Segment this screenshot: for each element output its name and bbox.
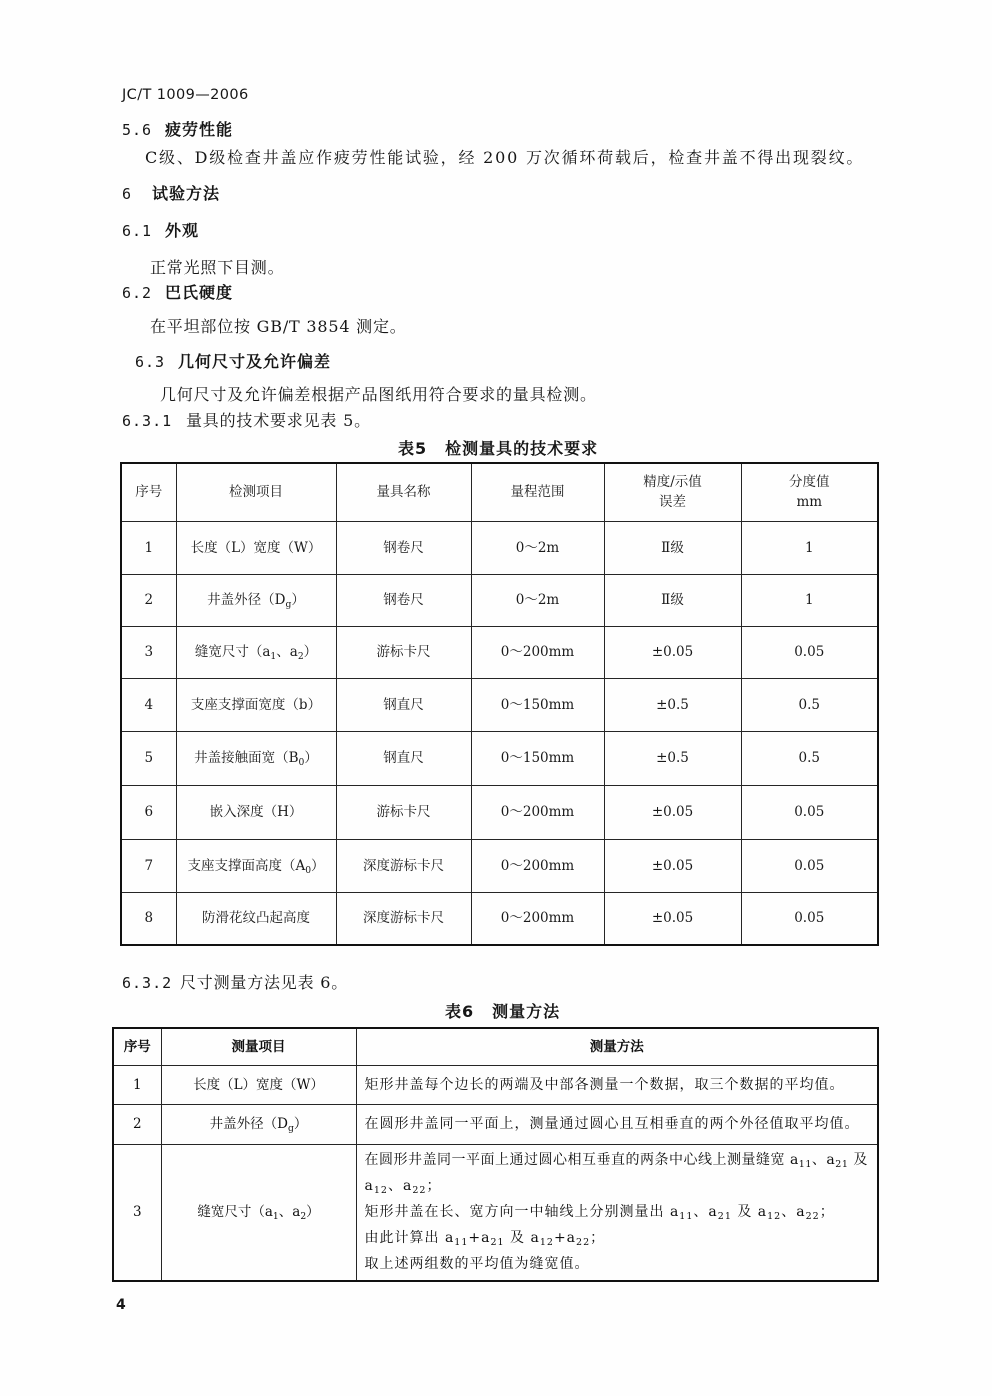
cell-method: 矩形井盖每个边长的两端及中部各测量一个数据，取三个数据的平均值。 xyxy=(356,1065,878,1104)
section-title: 试验方法 xyxy=(152,184,221,203)
method-text: 、a xyxy=(781,1204,806,1221)
header-no: 序号 xyxy=(121,463,176,521)
item-text: ） xyxy=(303,644,318,660)
section-6-3-2-line xyxy=(122,973,348,993)
header-tool: 量具名称 xyxy=(336,463,471,521)
table-row xyxy=(121,892,878,945)
table5-caption xyxy=(398,439,598,459)
item-text: ） xyxy=(311,857,325,874)
method-text: 取上述两组数的平均值为缝宽值。 xyxy=(364,1256,590,1273)
item-text: 井盖外径（D xyxy=(209,1116,288,1132)
section-title: 疲劳性能 xyxy=(165,120,234,139)
method-text: +a xyxy=(468,1230,491,1247)
table-row xyxy=(121,678,878,731)
cell-item: 长度（L）宽度（W） xyxy=(161,1065,356,1104)
section-6-3-paragraph: 几何尺寸及允许偏差根据产品图纸用符合要求的量具检测。 xyxy=(160,385,597,404)
header-division-unit: mm xyxy=(796,494,823,511)
table-row xyxy=(121,839,878,892)
cell-no: 2 xyxy=(113,1104,161,1144)
section-number: 6 xyxy=(122,185,133,203)
method-line xyxy=(365,1251,876,1277)
cell-item: 支座支撑面宽度（b） xyxy=(176,678,336,731)
header-item: 测量项目 xyxy=(161,1028,356,1065)
item-subscript: 2 xyxy=(297,650,304,662)
header-division xyxy=(741,463,878,521)
cell-no: 3 xyxy=(121,626,176,678)
method-text: a xyxy=(364,1178,374,1195)
header-accuracy-line1: 精度/示值 xyxy=(643,474,702,491)
method-subscript: 11 xyxy=(454,1237,469,1249)
method-text: 矩形井盖在长、宽方向一中轴线上分别测量出 a xyxy=(364,1204,680,1221)
header-division-line1: 分度值 xyxy=(789,474,830,491)
item-text: 支座支撑面高度（A xyxy=(187,857,306,874)
cell-division: 1 xyxy=(741,521,878,574)
table-row xyxy=(113,1104,878,1144)
item-text: 、a xyxy=(278,1204,301,1221)
item-text: ） xyxy=(304,750,318,766)
method-subscript: 12 xyxy=(539,1237,554,1249)
table6-caption xyxy=(445,1002,560,1022)
cell-range: 0～200mm xyxy=(471,785,604,839)
cell-no: 1 xyxy=(121,521,176,574)
cell-range: 0～200mm xyxy=(471,892,604,945)
cell-method: 在圆形井盖同一平面上，测量通过圆心且互相垂直的两个外径值取平均值。 xyxy=(356,1104,878,1144)
cell-item xyxy=(176,626,336,678)
cell-no: 1 xyxy=(113,1065,161,1104)
section-title: 巴氏硬度 xyxy=(165,283,234,302)
cell-range: 0～150mm xyxy=(471,731,604,785)
cell-no: 2 xyxy=(121,574,176,626)
method-line xyxy=(365,1199,876,1225)
cell-item xyxy=(161,1144,356,1281)
table6 xyxy=(112,1027,879,1282)
section-5-6-heading xyxy=(122,120,233,140)
method-text: ； xyxy=(819,1204,835,1221)
cell-no: 7 xyxy=(121,839,176,892)
item-text: 井盖接触面宽（B xyxy=(194,750,299,766)
cell-division: 1 xyxy=(741,574,878,626)
section-6-3-1-line xyxy=(122,411,371,431)
cell-range: 0～2m xyxy=(471,521,604,574)
method-text: 、a xyxy=(693,1204,718,1221)
cell-no: 5 xyxy=(121,731,176,785)
section-6-2-heading xyxy=(122,283,233,303)
cell-item xyxy=(176,574,336,626)
header-range: 量程范围 xyxy=(471,463,604,521)
item-subscript: 0 xyxy=(305,864,312,876)
section-number: 6.2 xyxy=(122,284,153,302)
method-subscript: 12 xyxy=(373,1185,388,1197)
document-code: JC/T 1009—2006 xyxy=(122,87,249,103)
cell-accuracy: ±0.5 xyxy=(604,731,741,785)
table-row xyxy=(121,785,878,839)
cell-no: 3 xyxy=(113,1144,161,1281)
item-text: 、a xyxy=(276,644,298,660)
method-line xyxy=(365,1173,876,1199)
section-text: 量具的技术要求见表 5。 xyxy=(186,411,371,430)
cell-tool: 游标卡尺 xyxy=(336,626,471,678)
table6-label: 表6 xyxy=(445,1002,475,1021)
section-number: 6.3.2 xyxy=(122,974,173,992)
item-text: ） xyxy=(306,1204,320,1221)
section-text: 尺寸测量方法见表 6。 xyxy=(180,973,349,992)
method-line xyxy=(365,1147,876,1173)
item-subscript: 2 xyxy=(300,1211,307,1222)
method-text: 及 xyxy=(848,1152,868,1169)
method-text: ； xyxy=(590,1230,606,1247)
cell-accuracy: ±0.05 xyxy=(604,626,741,678)
method-subscript: 11 xyxy=(679,1211,694,1223)
item-text: ） xyxy=(291,592,305,608)
cell-range: 0～2m xyxy=(471,574,604,626)
item-text: 井盖外径（D xyxy=(207,592,286,608)
item-text: ） xyxy=(293,1116,308,1132)
cell-accuracy: Ⅱ级 xyxy=(604,521,741,574)
section-6-3-heading xyxy=(135,352,331,372)
cell-division: 0.5 xyxy=(741,678,878,731)
method-text: ； xyxy=(426,1178,442,1195)
cell-no: 6 xyxy=(121,785,176,839)
method-subscript: 21 xyxy=(835,1159,849,1171)
table-row xyxy=(113,1144,878,1281)
cell-division: 0.05 xyxy=(741,626,878,678)
cell-tool: 深度游标卡尺 xyxy=(336,839,471,892)
cell-division: 0.05 xyxy=(741,892,878,945)
item-subscript: 0 xyxy=(298,756,305,768)
method-line xyxy=(365,1225,876,1251)
table-row xyxy=(121,574,878,626)
method-text: 及 a xyxy=(731,1204,768,1221)
header-no: 序号 xyxy=(113,1028,161,1065)
header-accuracy xyxy=(604,463,741,521)
cell-range: 0～150mm xyxy=(471,678,604,731)
method-text: 由此计算出 a xyxy=(364,1230,455,1247)
cell-accuracy: ±0.05 xyxy=(604,785,741,839)
cell-no: 4 xyxy=(121,678,176,731)
cell-no: 8 xyxy=(121,892,176,945)
cell-division: 0.5 xyxy=(741,731,878,785)
section-title: 外观 xyxy=(165,221,200,240)
page-number: 4 xyxy=(116,1297,126,1313)
item-subscript: 1 xyxy=(272,1211,279,1222)
cell-tool: 钢卷尺 xyxy=(336,521,471,574)
table5-title: 检测量具的技术要求 xyxy=(445,439,599,458)
section-number: 6.1 xyxy=(122,222,153,240)
cell-accuracy: ±0.05 xyxy=(604,892,741,945)
table-row xyxy=(113,1065,878,1104)
method-subscript: 22 xyxy=(805,1211,820,1223)
header-accuracy-line2: 误差 xyxy=(659,494,686,511)
method-text: +a xyxy=(553,1230,577,1247)
section-title: 几何尺寸及允许偏差 xyxy=(178,352,332,371)
item-subscript: g xyxy=(285,598,292,610)
cell-item xyxy=(176,731,336,785)
section-number: 5.6 xyxy=(122,121,153,139)
cell-tool: 深度游标卡尺 xyxy=(336,892,471,945)
cell-method xyxy=(356,1144,878,1281)
section-6-1-heading xyxy=(122,221,199,241)
method-subscript: 11 xyxy=(798,1159,812,1171)
method-text: 及 a xyxy=(504,1230,540,1247)
item-subscript: g xyxy=(287,1122,294,1134)
cell-tool: 钢直尺 xyxy=(336,731,471,785)
method-text: 、a xyxy=(387,1178,413,1195)
cell-tool: 游标卡尺 xyxy=(336,785,471,839)
item-text: 缝宽尺寸（a xyxy=(197,1204,273,1221)
table5 xyxy=(120,462,879,946)
table-header-row xyxy=(113,1028,878,1065)
cell-accuracy: Ⅱ级 xyxy=(604,574,741,626)
method-subscript: 21 xyxy=(490,1237,505,1249)
cell-accuracy: ±0.05 xyxy=(604,839,741,892)
method-text: 在圆形井盖同一平面上通过圆心相互垂直的两条中心线上测量缝宽 a xyxy=(364,1152,799,1169)
cell-accuracy: ±0.5 xyxy=(604,678,741,731)
table-row xyxy=(121,521,878,574)
table-header-row xyxy=(121,463,878,521)
section-number: 6.3 xyxy=(135,353,166,371)
section-6-2-paragraph: 在平坦部位按 GB/T 3854 测定。 xyxy=(150,317,407,336)
section-5-6-paragraph: C级、D级检查井盖应作疲劳性能试验，经 200 万次循环荷载后，检查井盖不得出现裂纹。 xyxy=(145,148,865,167)
table5-label: 表5 xyxy=(398,439,428,458)
cell-division: 0.05 xyxy=(741,785,878,839)
section-number: 6.3.1 xyxy=(122,412,173,430)
cell-item xyxy=(176,839,336,892)
cell-item: 嵌入深度（H） xyxy=(176,785,336,839)
method-subscript: 12 xyxy=(767,1211,782,1223)
section-6-1-paragraph: 正常光照下目测。 xyxy=(150,258,285,277)
method-subscript: 22 xyxy=(576,1237,591,1249)
method-subscript: 21 xyxy=(717,1211,732,1223)
table-row xyxy=(121,731,878,785)
cell-range: 0～200mm xyxy=(471,626,604,678)
cell-range: 0～200mm xyxy=(471,839,604,892)
header-item: 检测项目 xyxy=(176,463,336,521)
cell-tool: 钢卷尺 xyxy=(336,574,471,626)
section-6-heading xyxy=(122,184,220,204)
cell-item: 长度（L）宽度（W） xyxy=(176,521,336,574)
cell-item xyxy=(161,1104,356,1144)
header-method: 测量方法 xyxy=(356,1028,878,1065)
method-subscript: 22 xyxy=(412,1185,427,1197)
item-subscript: 1 xyxy=(270,650,277,662)
cell-item: 防滑花纹凸起高度 xyxy=(176,892,336,945)
method-text: 、a xyxy=(811,1152,836,1169)
table6-title: 测量方法 xyxy=(492,1002,561,1021)
table-row xyxy=(121,626,878,678)
cell-tool: 钢直尺 xyxy=(336,678,471,731)
cell-division: 0.05 xyxy=(741,839,878,892)
item-text: 缝宽尺寸（a xyxy=(194,644,271,660)
